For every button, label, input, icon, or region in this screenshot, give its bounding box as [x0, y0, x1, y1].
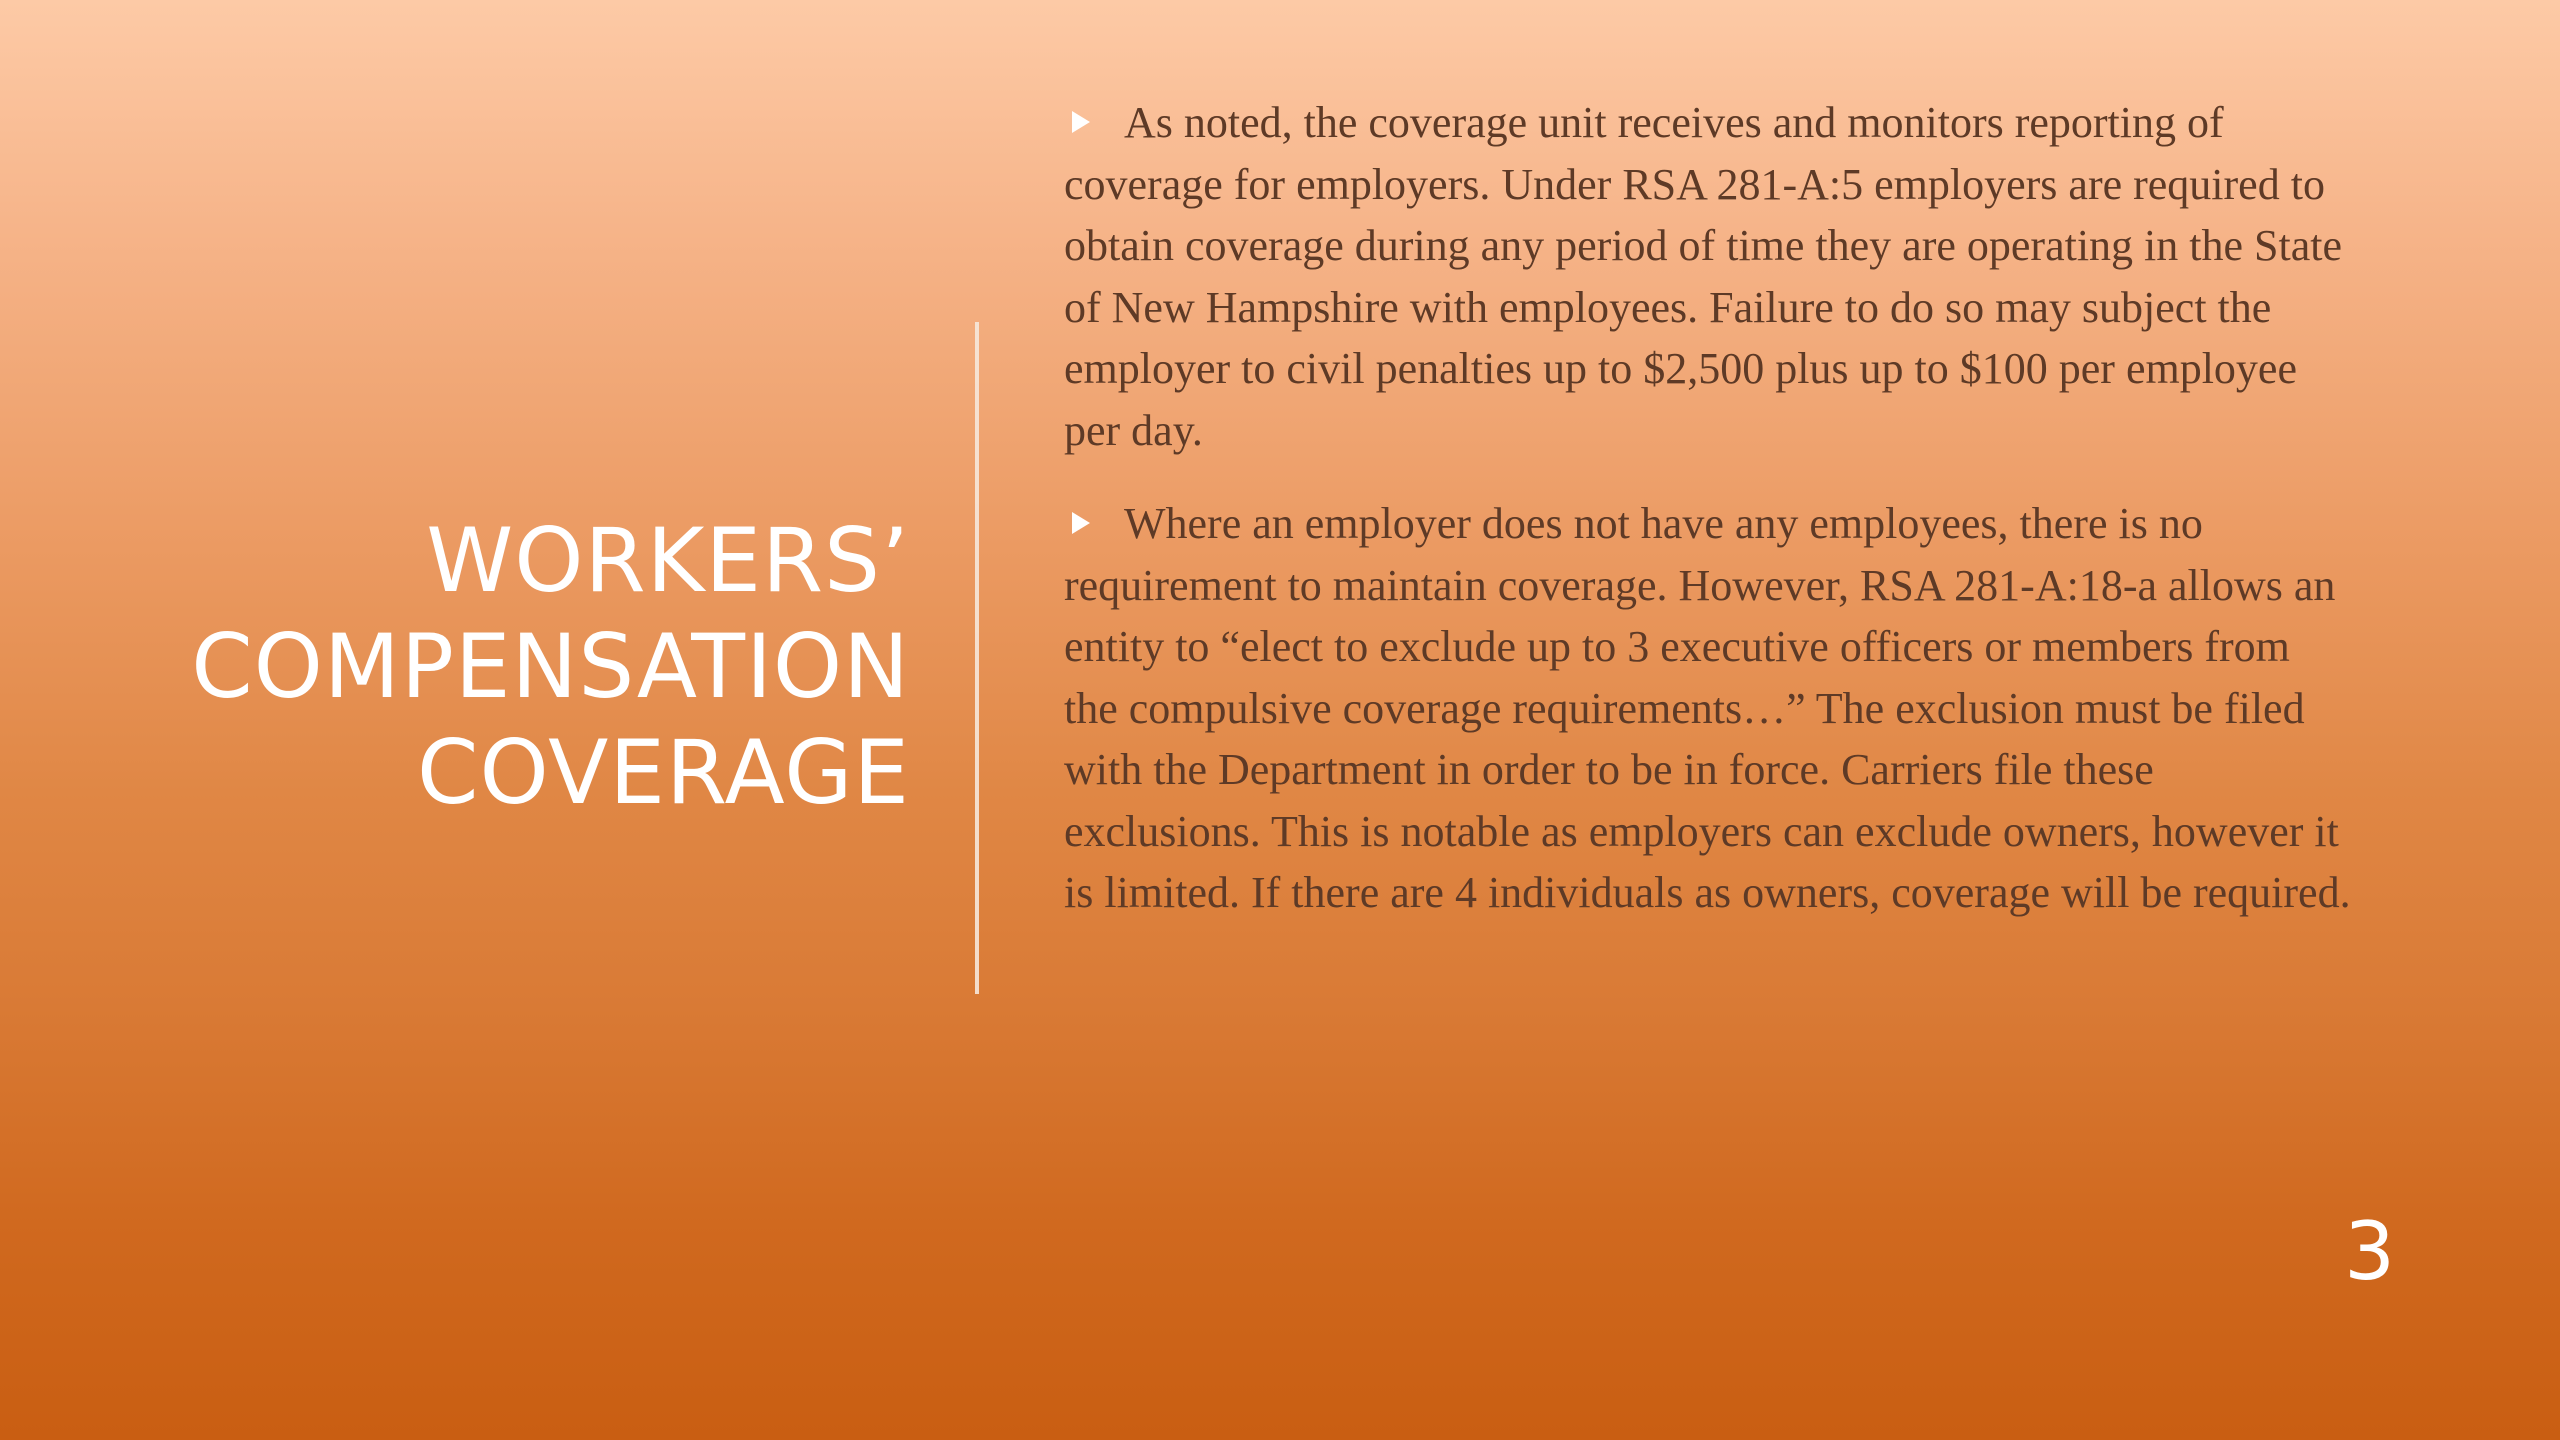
slide-title	[110, 508, 910, 826]
slide-title-line-2: COMPENSATION	[191, 615, 910, 718]
slide-title-line-1: WORKERS’	[426, 509, 910, 612]
bullet-text-1: As noted, the coverage unit receives and monitors reporting of coverage for employers. Under RSA 281-A:5 employers are required to obtain coverage during any period of time they are operating in the State of New Hampshire with employees. Failure to do so may subject the employer to civil penalties up to $2,500 plus up to $100 per employee per day.	[1064, 98, 2342, 455]
slide-title-line-3: COVERAGE	[417, 721, 910, 824]
bullet-item-1	[1064, 92, 2354, 461]
triangle-right-icon	[1072, 512, 1090, 534]
bullet-item-2	[1064, 493, 2354, 924]
page-number: 3	[2344, 1205, 2395, 1298]
vertical-divider	[975, 322, 979, 994]
bullet-text-2: Where an employer does not have any employees, there is no requirement to maintain coverage. However, RSA 281-A:18-a allows an entity to “elect to exclude up to 3 executive officers or members from the compulsive coverage requirements…” The exclusion must be filed with the Department in order to be in force. Carriers file these exclusions. This is notable as employers can exclude owners, however it is limited. If there are 4 individuals as owners, coverage will be required.	[1064, 499, 2351, 917]
slide-content	[1064, 92, 2354, 956]
triangle-right-icon	[1072, 111, 1090, 133]
